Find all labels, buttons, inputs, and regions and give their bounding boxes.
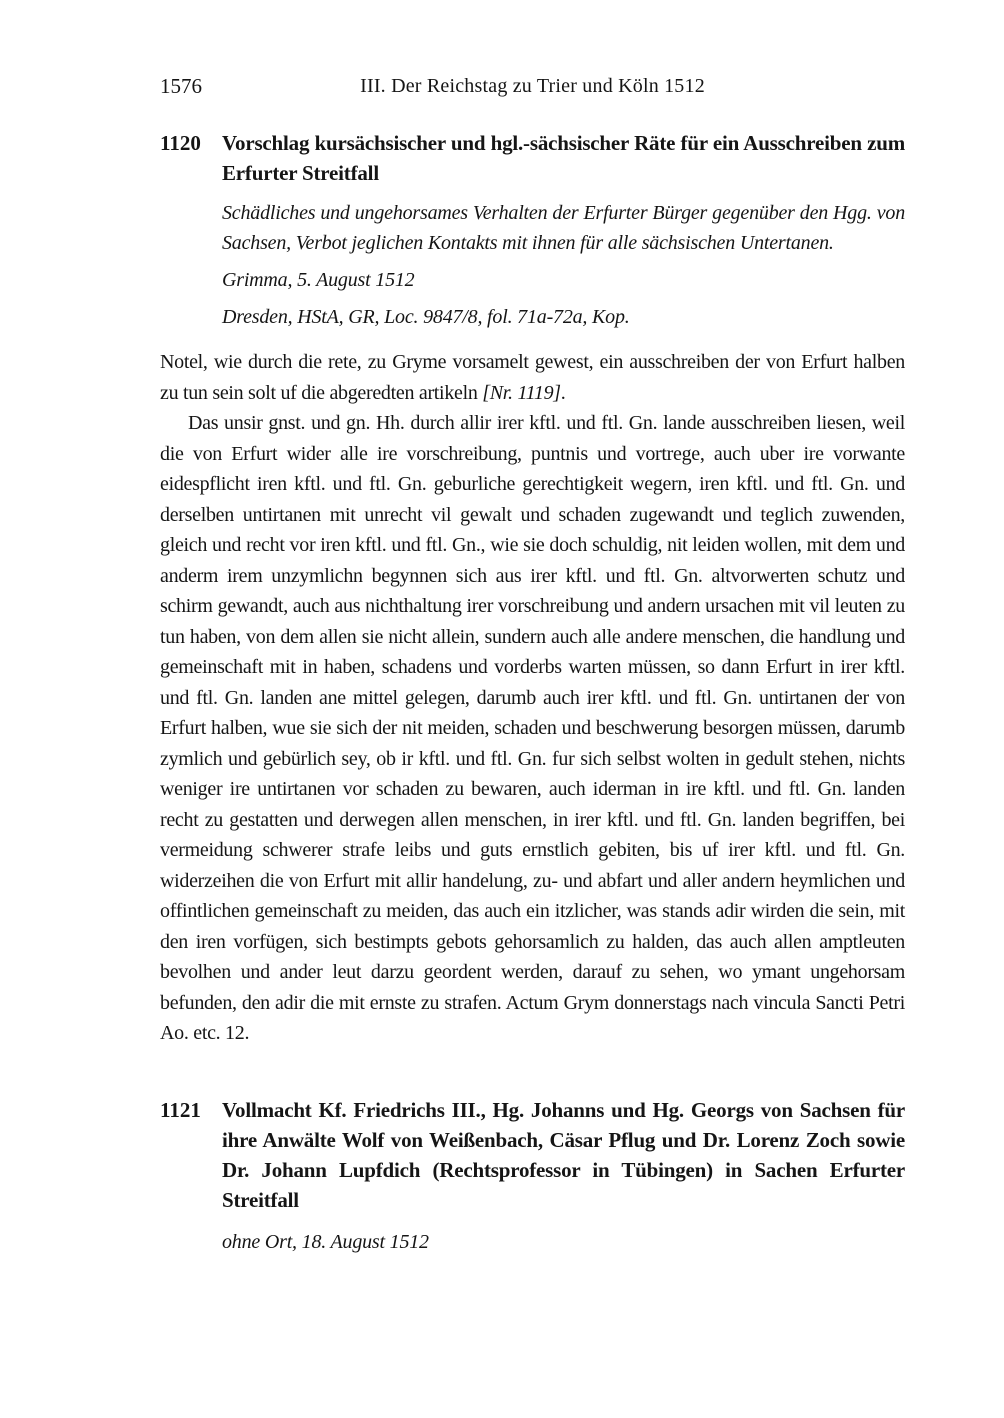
cross-reference: [Nr. 1119]: [482, 381, 561, 404]
running-header: III. Der Reichstag zu Trier und Köln 1512: [360, 75, 705, 97]
body-paragraph: Das unsir gnst. und gn. Hh. durch allir irer kftl. und ftl. Gn. lande ausschreiben liesen, weil die von Erfurt wider alle ire vorschreibung, puntnis und vortrege, auch uber ire vorwante eidespflicht iren kftl. und ftl. Gn. geburliche gerechtigkeit wegern, iren kftl. und ftl. Gn. und derselben untirtanen mit unrecht vil gewalt und schaden zugewandt und teglich zuwenden, gleich und recht vor iren kftl. und ftl. Gn., wie sie doch schuldig, nit leiden wollen, mit dem und anderm irem unzymlichn begynnen sich aus irer kftl. und ftl. Gn. altvorwerten schutz und schirm gewandt, auch aus nichthaltung irer vorschreibung und andern ursachen mit vil leuten zu tun haben, von dem allen sie nicht allein, sundern auch alle andere menschen, die handlung und gemeinschaft mit in haben, schadens und vorderbs warten müssen, so dann Erfurt in irer kftl. und ftl. Gn. landen ane mittel gelegen, darumb auch irer kftl. und ftl. Gn. untirtanen der von Erfurt halben, wue sie sich der nit meiden, schaden und beschwerung besorgen müssen, darumb zymlich und gebürlich sey, ob ir kftl. und ftl. Gn. fur sich selbst wolten in gedult stehen, nichts weniger ire untirtanen vor schaden zu bewaren, auch iderman in ire kftl. und ftl. Gn. landen recht zu gestatten und derwegen allen menschen, in irer kftl. und ftl. Gn. landen begriffen, bei vermeidung schwerer strafe leibs und guts ernstlich gebiten, bis uf irer kftl. und ftl. Gn. widerzeihen die von Erfurt mit allir handelung, zu- und abfart und aller andern heymlichen und offintlichen gemeinschaft zu meiden, das auch ein itzlicher, was stands adir wirden die sein, mit den iren vorfügen, sich bestimpts gebots gehorsamlich zu halden, das auch allen amptleuten bevolhen und ander leut darzu geordent werden, darauf zu sehen, wo ymant ungehorsam befunden, den adir die mit ernste zu strafen. Actum Grym donnerstags nach vincula Sancti Petri Ao. etc. 12.: [160, 412, 905, 1044]
entry-title: Vorschlag kursächsischer und hgl.-sächsischer Räte für ein Ausschreiben zum Erfurter Streitfall: [222, 131, 905, 185]
page-number: 1576: [160, 74, 202, 98]
body-paragraph-text: Notel, wie durch die rete, zu Gryme vorsamelt gewest, ein ausschreiben der von Erfurt halben zu tun sein solt uf die abgeredten artikeln: [160, 351, 905, 404]
body-paragraph-period: .: [560, 381, 566, 404]
body-paragraph: [160, 347, 905, 408]
entry-number: 1120: [160, 131, 201, 155]
entry-1120-heading: [160, 128, 905, 188]
entry-date-line: Grimma, 5. August 1512: [222, 269, 415, 291]
page-header: [160, 74, 905, 106]
entry-1121-heading: [160, 1095, 905, 1215]
entry-body: [160, 347, 905, 1049]
entry-title: Vollmacht Kf. Friedrichs III., Hg. Johanns und Hg. Georgs von Sachsen für ihre Anwälte Wolf von Weißenbach, Cäsar Pflug und Dr. Lorenz Zoch sowie Dr. Johann Lupfdich (Rechtsprofessor in Tübingen) in Sachen Erfurter Streitfall: [222, 1097, 905, 1212]
entry-date-line: ohne Ort, 18. August 1512: [222, 1230, 429, 1253]
entry-source-line: Dresden, HStA, GR, Loc. 9847/8, fol. 71a-72a, Kop.: [222, 306, 630, 328]
entry-summary: Schädliches und ungehorsames Verhalten der Erfurter Bürger gegenüber den Hgg. von Sachsen, Verbot jeglichen Kontakts mit ihnen für alle sächsischen Untertanen.: [222, 202, 905, 254]
entry-number: 1121: [160, 1097, 201, 1122]
